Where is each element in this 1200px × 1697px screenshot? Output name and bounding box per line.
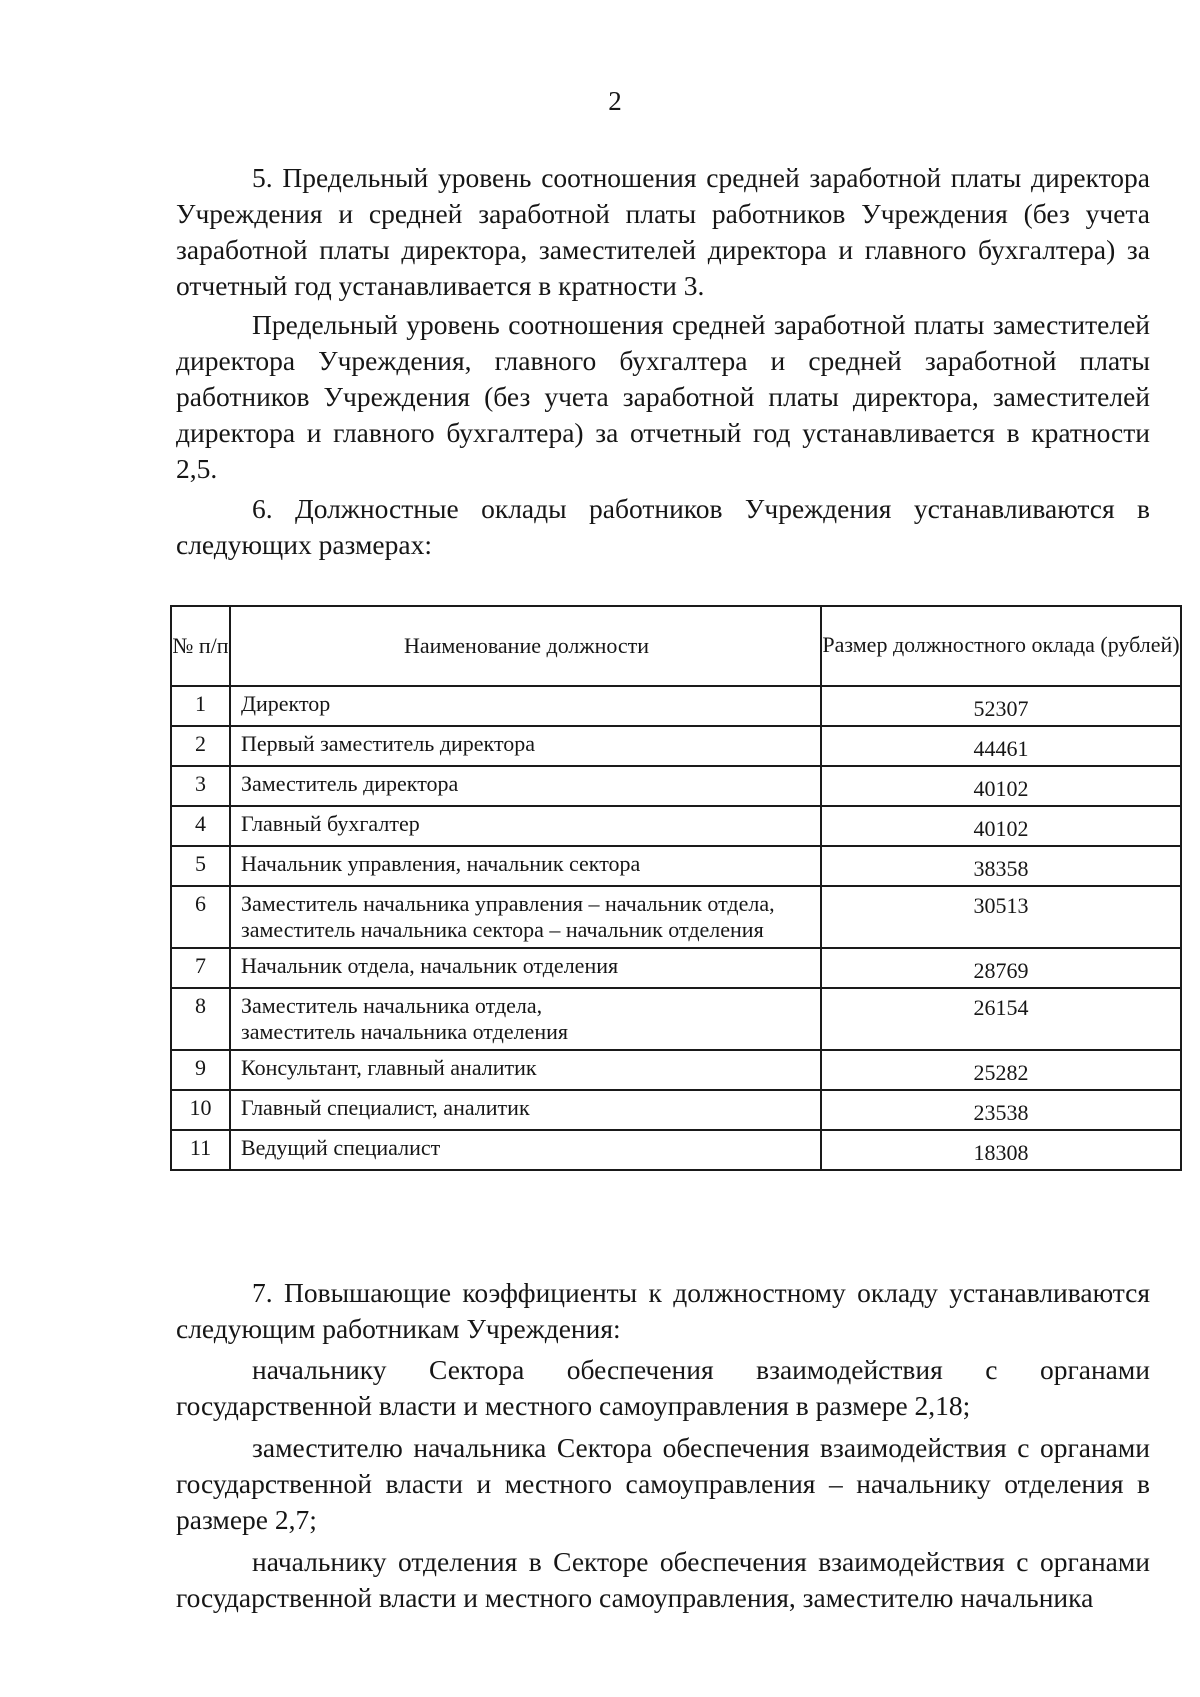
paragraph-6: 6. Должностные оклады работников Учреждения устанавливаются в следующих размерах: bbox=[176, 493, 1150, 560]
position-line: Заместитель начальника управления – начальник отдела, bbox=[241, 891, 775, 916]
header-position: Наименование должности bbox=[230, 606, 821, 686]
row-num: 1 bbox=[171, 686, 230, 726]
row-num: 2 bbox=[171, 726, 230, 766]
paragraph-5-cont: Предельный уровень соотношения средней заработной платы заместителей директора Учреждения, главного бухгалтера и средней заработной платы работников Учреждения (без учета заработной платы директора, заместителей директора и главного бухгалтера) за отчетный год устанавливается в кратности 2,5. bbox=[176, 309, 1150, 484]
salary-table bbox=[170, 605, 1182, 1171]
row-salary: 40102 bbox=[821, 806, 1181, 846]
paragraph-7-item-3: начальнику отделения в Секторе обеспечения взаимодействия с органами государственной власти и местного самоуправления, заместителю начальника bbox=[176, 1546, 1150, 1613]
row-position: Начальник управления, начальник сектора bbox=[230, 846, 821, 886]
row-position: Начальник отдела, начальник отделения bbox=[230, 948, 821, 988]
row-salary: 25282 bbox=[821, 1050, 1181, 1090]
paragraph-7: 7. Повышающие коэффициенты к должностному окладу устанавливаются следующим работникам Учреждения: bbox=[176, 1277, 1150, 1344]
row-position bbox=[230, 886, 821, 948]
row-num: 10 bbox=[171, 1090, 230, 1130]
table-row bbox=[171, 686, 1181, 726]
row-num: 5 bbox=[171, 846, 230, 886]
row-salary: 44461 bbox=[821, 726, 1181, 766]
table-header-row bbox=[171, 606, 1181, 686]
table-row bbox=[171, 766, 1181, 806]
position-line: заместитель начальника сектора – начальник отделения bbox=[241, 917, 764, 942]
paragraph-5: 5. Предельный уровень соотношения средней заработной платы директора Учреждения и средней заработной платы работников Учреждения (без учета заработной платы директора, заместителей директора и главного бухгалтера) за отчетный год устанавливается в кратности 3. bbox=[176, 162, 1150, 301]
row-salary: 30513 bbox=[821, 886, 1181, 948]
header-num: № п/п bbox=[171, 606, 230, 686]
row-num: 8 bbox=[171, 988, 230, 1050]
table-row bbox=[171, 886, 1181, 948]
position-line: заместитель начальника отделения bbox=[241, 1019, 568, 1044]
row-salary: 28769 bbox=[821, 948, 1181, 988]
position-line: Заместитель начальника отдела, bbox=[241, 993, 543, 1018]
row-position bbox=[230, 988, 821, 1050]
table-row bbox=[171, 988, 1181, 1050]
table-row bbox=[171, 1130, 1181, 1170]
row-num: 4 bbox=[171, 806, 230, 846]
row-salary: 38358 bbox=[821, 846, 1181, 886]
row-position: Консультант, главный аналитик bbox=[230, 1050, 821, 1090]
header-salary: Размер должностного оклада (рублей) bbox=[821, 606, 1181, 686]
paragraph-7-item-1: начальнику Сектора обеспечения взаимодействия с органами государственной власти и местного самоуправления в размере 2,18; bbox=[176, 1354, 1150, 1421]
paragraph-7-item-2: заместителю начальника Сектора обеспечения взаимодействия с органами государственной власти и местного самоуправления – начальнику отделения в размере 2,7; bbox=[176, 1432, 1150, 1535]
row-position: Заместитель директора bbox=[230, 766, 821, 806]
row-num: 6 bbox=[171, 886, 230, 948]
page-number: 2 bbox=[608, 86, 622, 116]
table-row bbox=[171, 1050, 1181, 1090]
table-row bbox=[171, 1090, 1181, 1130]
row-position: Главный бухгалтер bbox=[230, 806, 821, 846]
table-row bbox=[171, 846, 1181, 886]
row-position: Первый заместитель директора bbox=[230, 726, 821, 766]
row-num: 11 bbox=[171, 1130, 230, 1170]
row-position: Главный специалист, аналитик bbox=[230, 1090, 821, 1130]
row-salary: 40102 bbox=[821, 766, 1181, 806]
table-row bbox=[171, 948, 1181, 988]
row-num: 7 bbox=[171, 948, 230, 988]
row-num: 3 bbox=[171, 766, 230, 806]
row-salary: 52307 bbox=[821, 686, 1181, 726]
table-row bbox=[171, 806, 1181, 846]
row-position: Ведущий специалист bbox=[230, 1130, 821, 1170]
row-num: 9 bbox=[171, 1050, 230, 1090]
row-salary: 26154 bbox=[821, 988, 1181, 1050]
row-salary: 23538 bbox=[821, 1090, 1181, 1130]
table-row bbox=[171, 726, 1181, 766]
row-position: Директор bbox=[230, 686, 821, 726]
row-salary: 18308 bbox=[821, 1130, 1181, 1170]
